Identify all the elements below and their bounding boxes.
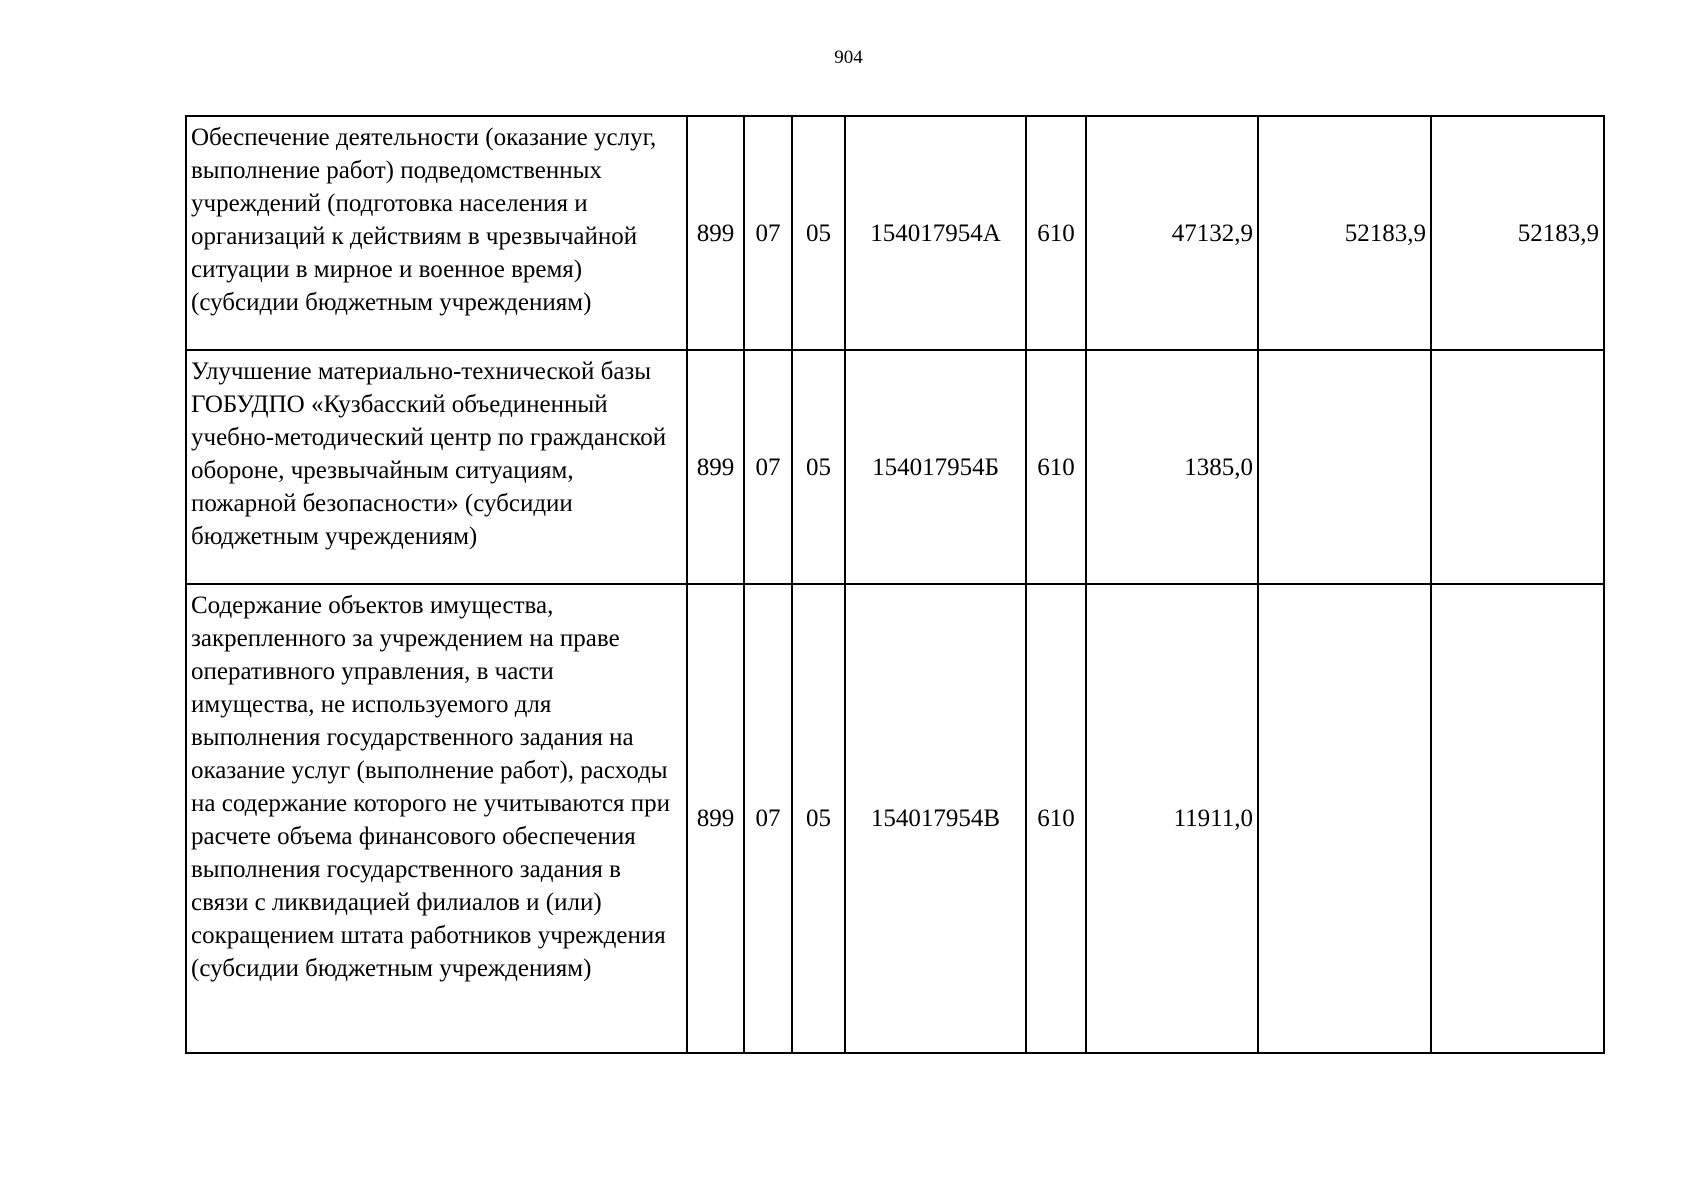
expense-type-code: 610: [1026, 116, 1086, 350]
target-article-code: 154017954А: [845, 116, 1026, 350]
page-number: 904: [834, 47, 863, 68]
amount-year-3: [1431, 584, 1604, 1053]
amount-year-1: 11911,0: [1086, 584, 1258, 1053]
ministry-code: 899: [687, 584, 744, 1053]
row-description: Улучшение материально-технической базы ГОБУДПО «Кузбасский объединенный учебно-методический центр по гражданской обороне, чрезвычайным ситуациям, пожарной безопасности» (субсидии бюджетным учреждениям): [186, 350, 687, 584]
subsection-code: 05: [792, 584, 845, 1053]
amount-year-2: [1258, 350, 1431, 584]
target-article-code: 154017954В: [845, 584, 1026, 1053]
table-row: [186, 350, 1604, 584]
section-code: 07: [744, 584, 792, 1053]
amount-year-3: 52183,9: [1431, 116, 1604, 350]
ministry-code: 899: [687, 350, 744, 584]
amount-year-1: 47132,9: [1086, 116, 1258, 350]
target-article-code: 154017954Б: [845, 350, 1026, 584]
table-row: [186, 584, 1604, 1053]
amount-year-3: [1431, 350, 1604, 584]
amount-year-2: [1258, 584, 1431, 1053]
subsection-code: 05: [792, 116, 845, 350]
amount-year-2: 52183,9: [1258, 116, 1431, 350]
row-description: Обеспечение деятельности (оказание услуг, выполнение работ) подведомственных учреждений (подготовка населения и организаций к действиям в чрезвычайной ситуации в мирное и военное время) (субсидии бюджетным учреждениям): [186, 116, 687, 350]
table-row: [186, 116, 1604, 350]
subsection-code: 05: [792, 350, 845, 584]
amount-year-1: 1385,0: [1086, 350, 1258, 584]
section-code: 07: [744, 116, 792, 350]
ministry-code: 899: [687, 116, 744, 350]
expense-type-code: 610: [1026, 350, 1086, 584]
expense-type-code: 610: [1026, 584, 1086, 1053]
budget-table: [185, 115, 1605, 1054]
row-description: Содержание объектов имущества, закрепленного за учреждением на праве оперативного управления, в части имущества, не используемого для выполнения государственного задания на оказание услуг (выполнение работ), расходы на содержание которого не учитываются при расчете объема финансового обеспечения выполнения государственного задания в связи с ликвидацией филиалов и (или) сокращением штата работников учреждения (субсидии бюджетным учреждениям): [186, 584, 687, 1053]
section-code: 07: [744, 350, 792, 584]
